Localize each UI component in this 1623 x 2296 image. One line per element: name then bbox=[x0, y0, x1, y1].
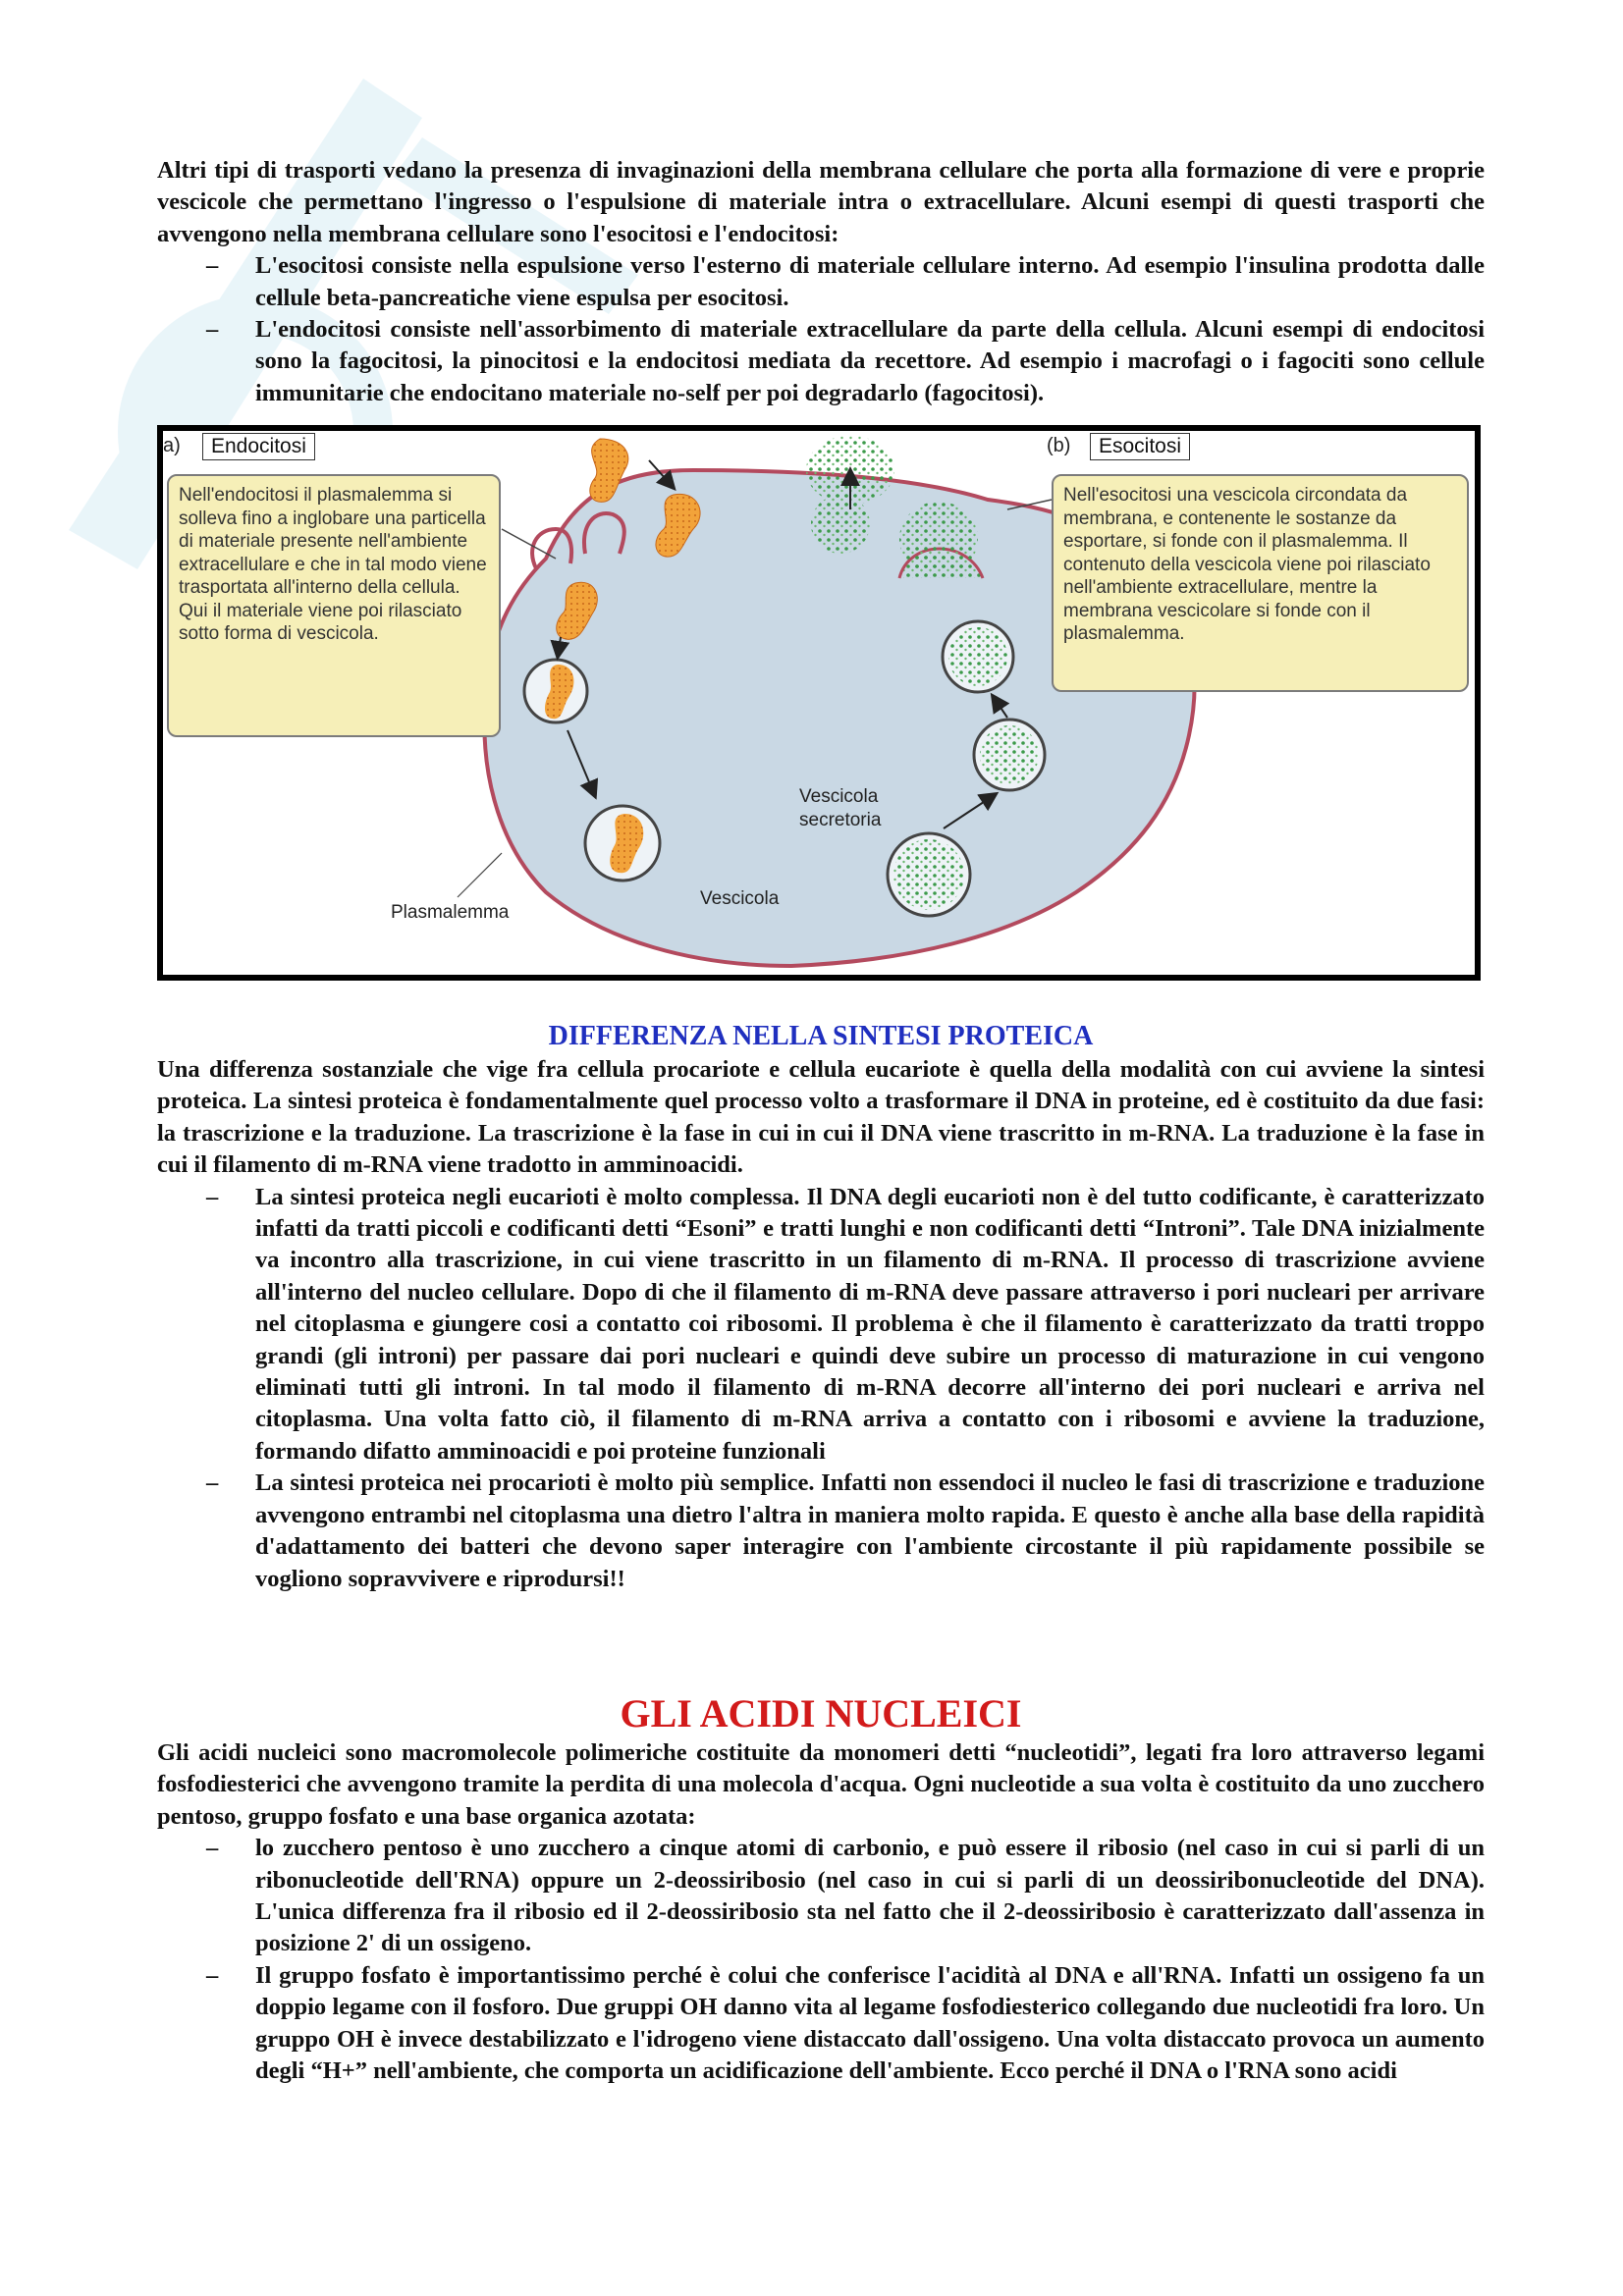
label-vescicola-secretoria-2: secretoria bbox=[799, 810, 882, 830]
bullet-dash: – bbox=[206, 1469, 219, 1497]
sintesi-bullet-list bbox=[157, 1182, 1485, 1595]
list-item: – La sintesi proteica nei procarioti è molto più semplice. Infatti non essendoci il nucleo le fasi di trascrizione e traduzione avvengono entrambi nel citoplasma una dietro l'altra in maniera molto rapida. E questo è anche alla base della rapidità d'adattamento dei batteri che devono saper interagire con l'ambiente circostante il più rapidamente possibile se vogliono sopravvivere e riprodursi!! bbox=[206, 1469, 1485, 1592]
released-material bbox=[811, 495, 870, 554]
exocytosis-callout: Nell'esocitosi una vescicola circondata da membrana, e contenente le sostanze da esportare, si fonde con il plasmalemma. Il contenuto della vescicola viene poi rilasciato nell'ambiente extracellulare, mentre la membrana vescicolare si fonde con il plasmalemma. bbox=[1052, 474, 1469, 692]
intro-bullet-list bbox=[157, 250, 1485, 409]
bullet-dash: – bbox=[206, 1961, 219, 1989]
intro-paragraph: Altri tipi di trasporti vedano la presenza di invaginazioni della membrana cellulare che porta alla formazione di vere e proprie vescicole che permettano l'ingresso o l'espulsione di materiale intra o extracellulare. Alcuni esempi di questi trasporti che avvengono nella membrana cellulare sono l'esocitosi e l'endocitosi: bbox=[157, 157, 1485, 247]
callout-pointer bbox=[502, 529, 556, 559]
panel-a-letter: a) bbox=[163, 435, 181, 456]
panel-b-title: Esocitosi bbox=[1090, 433, 1190, 460]
sintesi-paragraph: Una differenza sostanziale che vige fra cellula procariote e cellula eucariote è quella della modalità con cui avviene la sintesi proteica. La sintesi proteica è fondamentalmente quel processo volto a trasformare il DNA in proteine, ed è costituito da due fasi: la trascrizione e la traduzione. La trascrizione è la fase in cui in cui il DNA viene trascritto in m-RNA. La traduzione è la fase in cui il filamento di m-RNA viene tradotto in amminoacidi. bbox=[157, 1056, 1485, 1179]
list-item: – L'endocitosi consiste nell'assorbimento di materiale extracellulare da parte della cellula. Alcuni esempi di endocitosi sono la fagocitosi, la pinocitosi e la endocitosi mediata da recettore. Ad esempio i macrofagi o i fagociti sono cellule immunitarie che endocitano materiale no-self per poi degradarlo (fagocitosi). bbox=[206, 316, 1485, 406]
list-item: – lo zucchero pentoso è uno zucchero a cinque atomi di carbonio, e può essere il ribosio (nel caso in cui si parli di un ribonucleotide dell'RNA) oppure un 2-deossiribosio (nel caso in cui si parli di un deossiribonucleotide del DNA). L'unica differenza fra il ribosio ed il 2-deossiribosio sta nel fatto che il 2-deossiribosio è caratterizzato dall'assenza in posizione 2' di un ossigeno. bbox=[206, 1835, 1485, 1957]
bullet-dash: – bbox=[206, 1835, 219, 1862]
acidi-paragraph: Gli acidi nucleici sono macromolecole polimeriche costituite da monomeri detti “nucleotidi”, legati fra loro attraverso legami fosfodiesterici che avvengono tramite la perdita di una molecola d'acqua. Ogni nucleotide a sua volta è costituito da uno zucchero pentoso, gruppo fosfato e una base organica azotata: bbox=[157, 1739, 1485, 1830]
section-heading-sintesi: DIFFERENZA NELLA SINTESI PROTEICA bbox=[548, 1021, 1094, 1051]
list-item: – Il gruppo fosfato è importantissimo perché è colui che conferisce l'acidità al DNA e all'RNA. Infatti un ossigeno fa un doppio legame con il fosforo. Due gruppi OH danno vita al legame fosfodiesterico collegando due nucleotidi fra loro. Un gruppo OH è invece destabilizzato e l'idrogeno viene distaccato dall'ossigeno. Una volta distaccato provoca un aumento degli “H+” nell'ambiente, che comporta un acidificazione dell'ambiente. Ecco perché il DNA o l'RNA sono acidi bbox=[206, 1961, 1485, 2085]
acidi-section bbox=[157, 1690, 1485, 2087]
label-plasmalemma: Plasmalemma bbox=[391, 902, 510, 923]
sintesi-section bbox=[157, 1019, 1485, 1595]
bullet-dash: – bbox=[206, 316, 219, 344]
list-item: – La sintesi proteica negli eucarioti è molto complessa. Il DNA degli eucarioti non è del tutto codificante, è caratterizzato infatti da tratti piccoli e codificanti detti “Esoni” e tratti lunghi e non codificanti detti “Introni”. Tale DNA inizialmente va incontro alla trascrizione, in cui viene trascritto in un filamento di m-RNA. Il processo di trascrizione avviene all'interno del nucleo cellulare. Dopo di che il filamento di m-RNA deve passare attraverso i pori nucleari per arrivare nel citoplasma e giungere cosi a contatto coi ribosomi. Il problema è che il filamento è caratterizzato da tratti troppo grandi (gli introni) per passare dai pori nucleari e quindi deve subire un processo di maturazione in cui vengono eliminati tutti gli introni. In tal modo il filamento di m-RNA decorre all'interno dei pori nucleari e arriva nel citoplasma. Una volta fatto ciò, il filamento di m-RNA arriva a contatto con i ribosomi e avviene la traduzione, formando difatto amminoacidi e poi proteine funzionali bbox=[206, 1183, 1485, 1465]
section-heading-acidi: GLI ACIDI NUCLEICI bbox=[620, 1691, 1022, 1735]
endocytosis-callout: Nell'endocitosi il plasmalemma si solleva fino a inglobare una particella di materiale presente nell'ambiente extracellulare e che in tal modo viene trasportata all'interno della cellula. Qui il materiale viene poi rilasciato sotto forma di vescicola. bbox=[167, 474, 501, 737]
label-vescicola-secretoria-1: Vescicola bbox=[799, 786, 879, 807]
panel-a-title: Endocitosi bbox=[202, 433, 315, 460]
panel-b-letter: (b) bbox=[1047, 435, 1071, 456]
label-vescicola: Vescicola bbox=[700, 888, 780, 909]
list-item: – L'esocitosi consiste nella espulsione verso l'esterno di materiale cellulare interno. Ad esempio l'insulina prodotta dalle cellule beta-pancreatiche viene espulsa per esocitosi. bbox=[206, 252, 1485, 311]
bullet-dash: – bbox=[206, 1183, 219, 1210]
bullet-dash: – bbox=[206, 252, 219, 280]
released-material bbox=[899, 502, 978, 576]
endocytosis-exocytosis-figure bbox=[157, 425, 1481, 981]
label-pointer bbox=[458, 853, 502, 897]
acidi-bullet-list bbox=[157, 1833, 1485, 2087]
intro-section bbox=[157, 155, 1485, 409]
